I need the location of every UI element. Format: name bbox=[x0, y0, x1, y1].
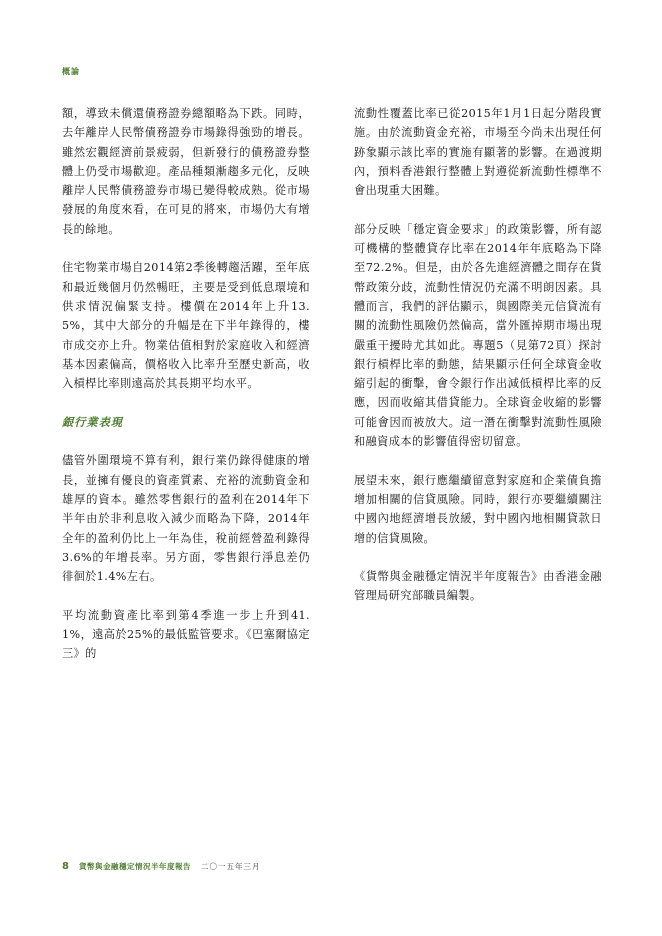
paragraph-property-market: 住宅物業市場自2014第2季後轉趨活躍，至年底和最近幾個月仍然暢旺，主要是受到低息環境和供求情況偏緊支持。樓價在2014年上升13.5%，其中大部分的升幅是在下半年錄得的，樓市成交亦上升。物業估值相對於家庭收入和經濟基本因素偏高，價格收入比率升至歷史新高，收入槓桿比率則遠高於其長期平均水平。 bbox=[62, 261, 310, 391]
right-column bbox=[354, 104, 602, 625]
left-column bbox=[62, 104, 310, 683]
paragraph-banking-performance: 儘管外圍環境不算有利，銀行業仍錄得健康的增長，並擁有優良的資產質素、充裕的流動資金和雄厚的資本。雖然零售銀行的盈利在2014年下半年由於非利息收入減少而略為下降，2014年全年的盈利仍比上一年為佳，稅前經營盈利錄得3.6%的年增長率。另方面，零售銀行淨息差仍徘徊於1.4%左右。 bbox=[62, 454, 310, 584]
publication-date: 二〇一五年三月 bbox=[200, 862, 261, 871]
paragraph-debt-securities: 額，導致未償還債務證券總額略為下跌。同時，去年離岸人民幣債務證券市場錄得強勁的增長。雖然宏觀經濟前景疲弱，但新發行的債務證券整體上仍受市場歡迎。產品種類漸趨多元化，反映離岸人民幣債務證券市場已變得較成熟。從市場發展的角度來看，在可見的將來，市場仍大有增長的餘地。 bbox=[62, 107, 310, 236]
paragraph-loan-deposit-ratio: 部分反映「穩定資金要求」的政策影響，所有認可機構的整體貸存比率在2014年年底略為下降至72.2%。但是，由於各先進經濟體之間存在貨幣政策分歧，流動性情況仍充滿不明朗因素。具體而言，我們的評估顯示，與國際美元信貸流有關的流動性風險仍然偏高，當外匯掉期市場出現嚴重干擾時尤其如此。專題5（見第72頁）探討銀行槓桿比率的動態，結果顯示任何全球資金收縮引起的衝擊，會令銀行作出減低槓桿比率的反應，因而收縮其借貸能力。全球資金收縮的影響可能會因而被放大。這一潛在衝擊對流動性風險和融資成本的影響值得密切留意。 bbox=[354, 222, 602, 449]
page-number: 8 bbox=[62, 861, 69, 872]
section-header: 概論 bbox=[62, 67, 80, 76]
paragraph-lcr: 流動性覆蓋比率已從2015年1月1日起分階段實施。由於流動資金充裕，市場至今尚未出現任何跡象顯示該比率的實施有顯著的影響。在過渡期內，預料香港銀行整體上對遵從新流動性標準不會出現重大困難。 bbox=[354, 107, 602, 198]
publication-title: 貨幣與金融穩定情況半年度報告 bbox=[78, 862, 191, 871]
section-heading-banking: 銀行業表現 bbox=[62, 415, 123, 429]
page-footer bbox=[62, 861, 260, 872]
paragraph-report-credit: 《貨幣與金融穩定情況半年度報告》由香港金融管理局研究部職員編製。 bbox=[354, 570, 602, 603]
paragraph-outlook: 展望未來，銀行應繼續留意對家庭和企業債負擔增加相關的信貸風險。同時，銀行亦要繼續關注中國內地經濟增長放緩，對中國內地相關貸款日增的信貸風險。 bbox=[354, 473, 602, 545]
paragraph-liquidity-ratio: 平均流動資產比率到第4季進一步上升到41.1%，遠高於25%的最低監管要求。《巴塞爾協定三》的 bbox=[62, 608, 310, 661]
